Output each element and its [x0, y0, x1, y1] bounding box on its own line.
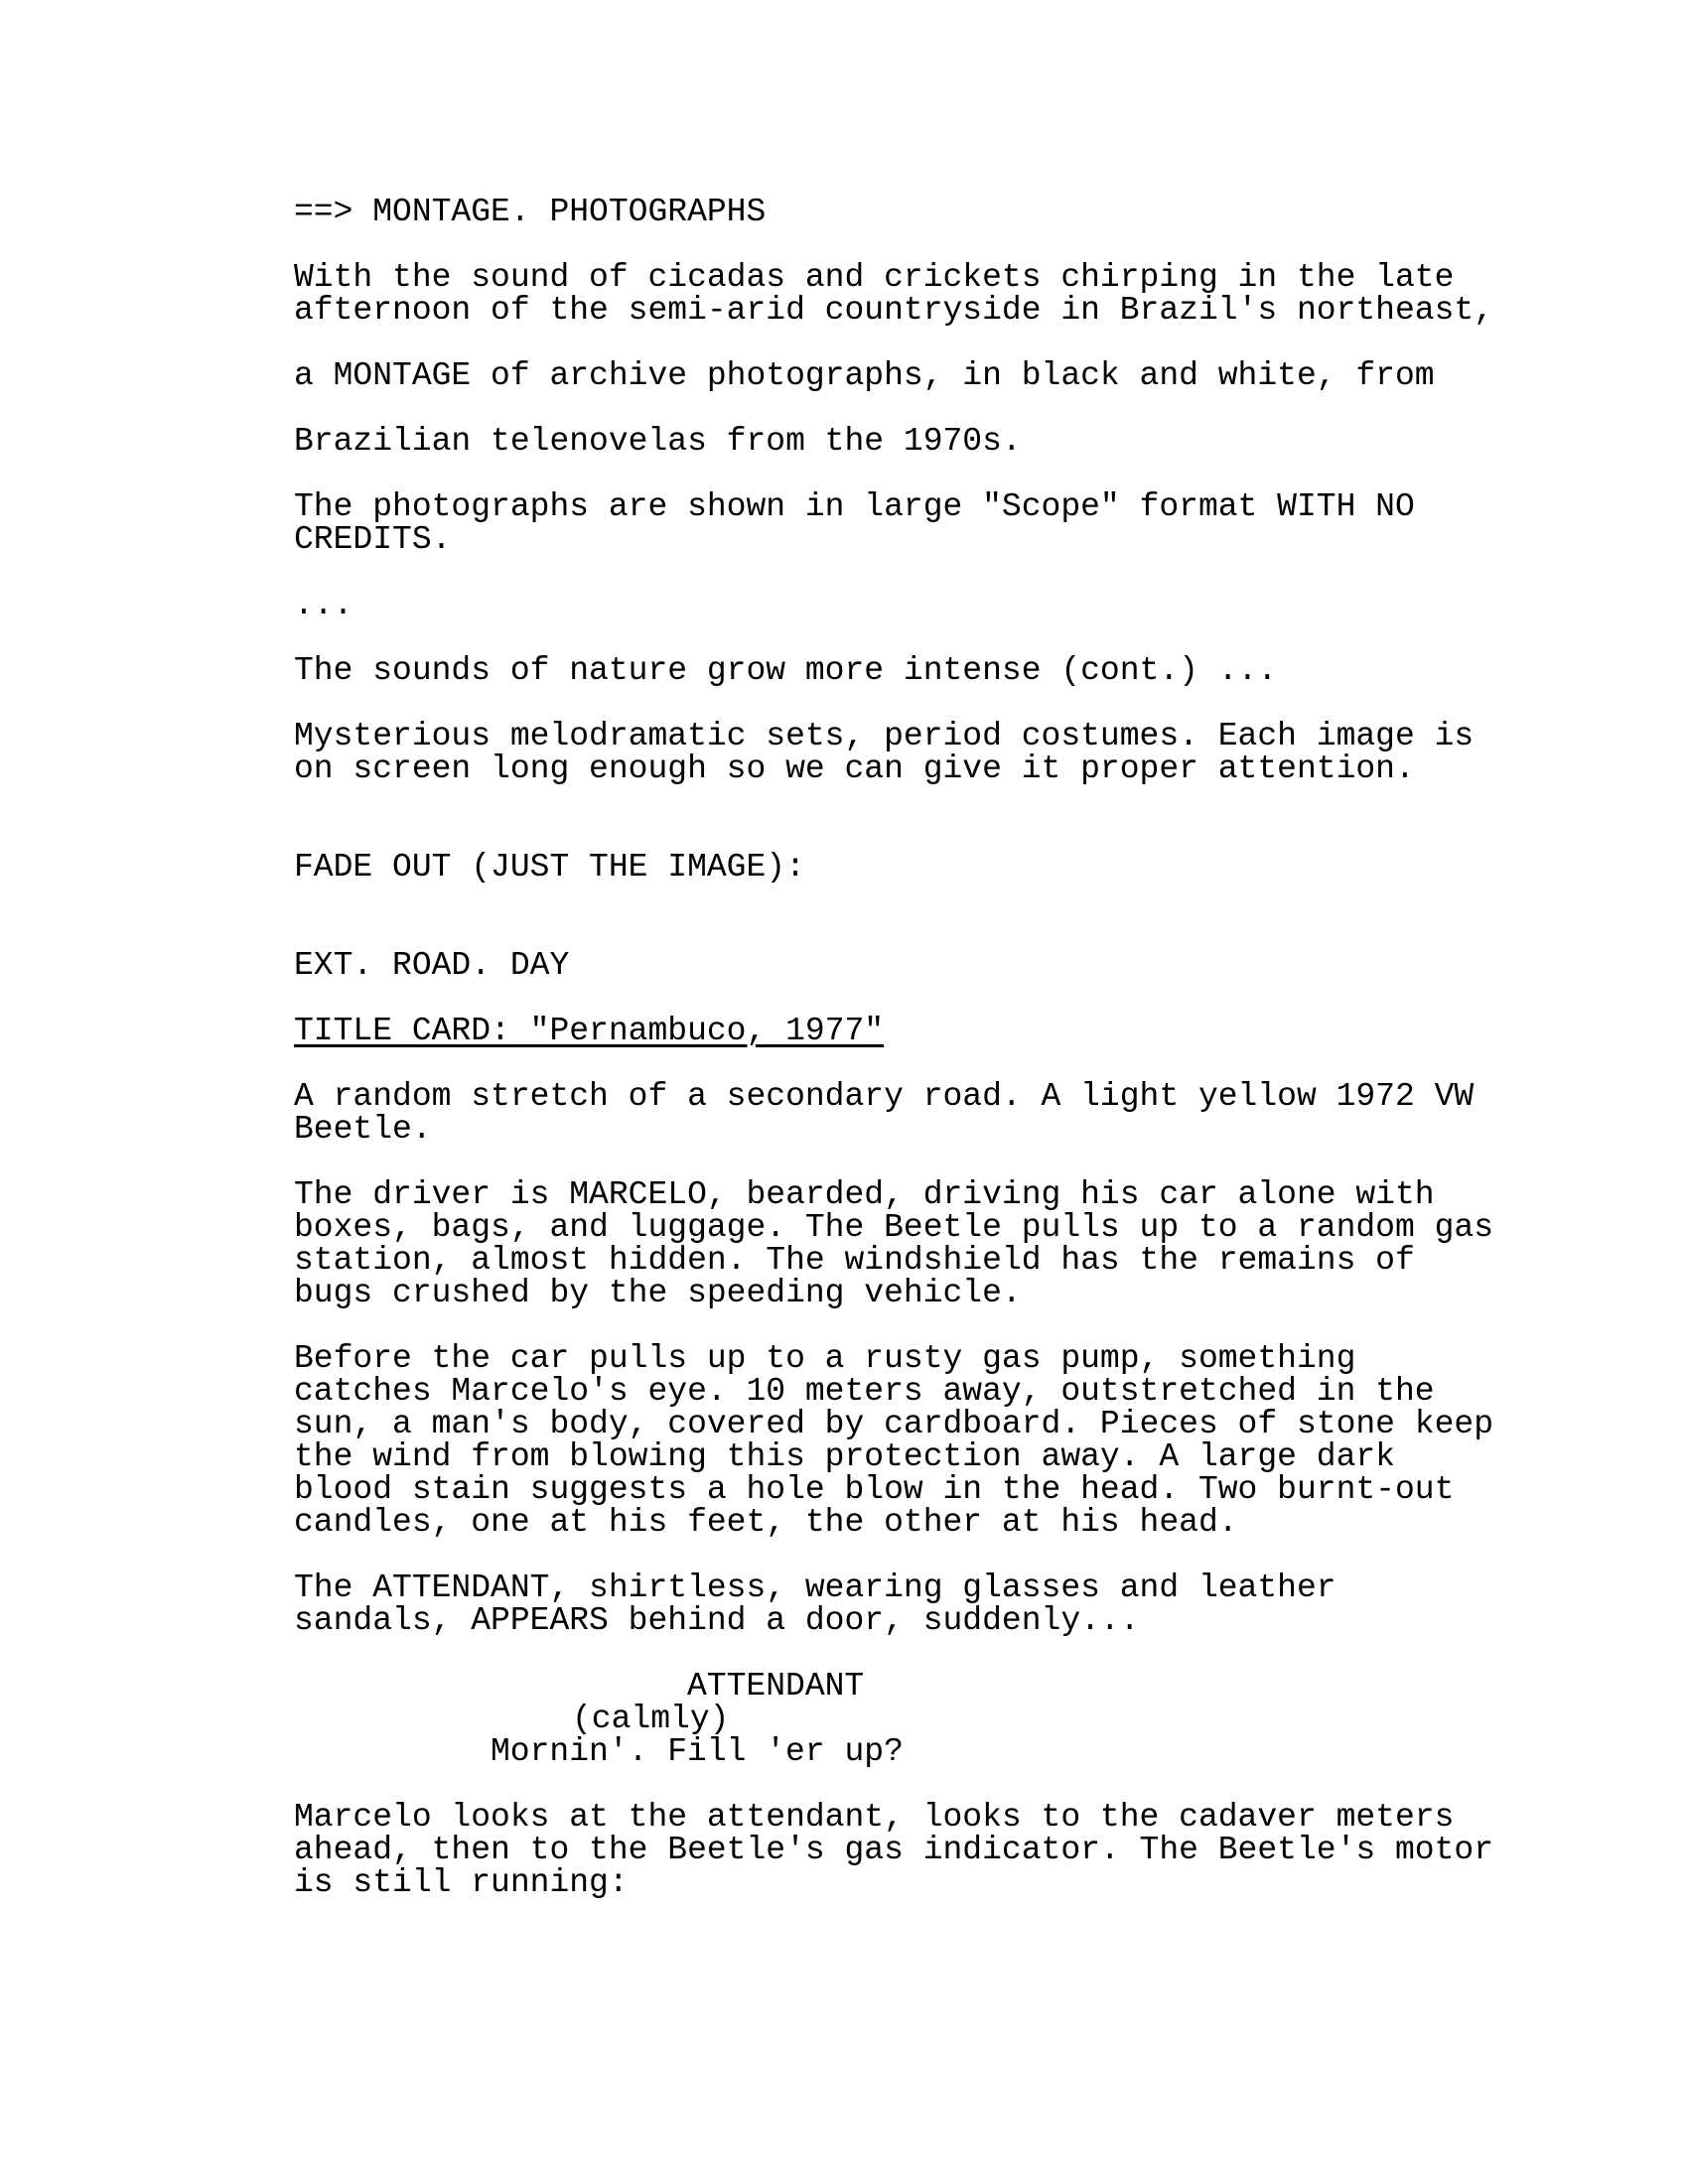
action-line: ahead, then to the Beetle's gas indicator. The Beetle's motor [294, 1832, 1493, 1868]
action-line: boxes, bags, and luggage. The Beetle pulls up to a random gas [294, 1209, 1493, 1246]
action-line: sandals, APPEARS behind a door, suddenly... [294, 1602, 1140, 1639]
action-line: catches Marcelo's eye. 10 meters away, outstretched in the [294, 1373, 1435, 1410]
montage-heading: ==> MONTAGE. PHOTOGRAPHS [294, 194, 767, 230]
scene-heading: EXT. ROAD. DAY [294, 947, 570, 984]
action-line: a MONTAGE of archive photographs, in black and white, from [294, 357, 1435, 394]
action-line: bugs crushed by the speeding vehicle. [294, 1275, 1022, 1311]
action-line: The sounds of nature grow more intense (cont.) ... [294, 652, 1278, 689]
transition: FADE OUT (JUST THE IMAGE): [294, 849, 805, 886]
character-name: ATTENDANT [687, 1668, 865, 1705]
action-line: With the sound of cicadas and crickets chirping in the late [294, 259, 1455, 296]
dialogue: Mornin'. Fill 'er up? [491, 1733, 904, 1770]
action-line: blood stain suggests a hole blow in the head. Two burnt-out [294, 1471, 1455, 1508]
action-line: is still running: [294, 1864, 629, 1901]
action-line: Brazilian telenovelas from the 1970s. [294, 423, 1022, 460]
action-line: The ATTENDANT, shirtless, wearing glasses and leather [294, 1570, 1336, 1606]
parenthetical: (calmly) [572, 1701, 730, 1737]
action-line: station, almost hidden. The windshield has the remains of [294, 1242, 1415, 1279]
action-line: candles, one at his feet, the other at his head. [294, 1504, 1238, 1541]
action-line: on screen long enough so we can give it proper attention. [294, 751, 1415, 787]
action-line: the wind from blowing this protection away. A large dark [294, 1438, 1395, 1475]
action-line: The photographs are shown in large "Scope" format WITH NO [294, 488, 1415, 525]
title-card: TITLE CARD: "Pernambuco, 1977" [294, 1013, 885, 1049]
ellipsis: ... [294, 587, 353, 623]
action-line: CREDITS. [294, 521, 452, 558]
action-line: The driver is MARCELO, bearded, driving his car alone with [294, 1176, 1435, 1213]
action-line: Marcelo looks at the attendant, looks to the cadaver meters [294, 1799, 1455, 1836]
action-line: Before the car pulls up to a rusty gas pump, something [294, 1340, 1356, 1377]
action-line: A random stretch of a secondary road. A light yellow 1972 VW [294, 1078, 1475, 1115]
action-line: Mysterious melodramatic sets, period costumes. Each image is [294, 718, 1475, 754]
action-line: Beetle. [294, 1111, 432, 1148]
action-line: sun, a man's body, covered by cardboard. Pieces of stone keep [294, 1406, 1493, 1442]
action-line: afternoon of the semi-arid countryside in Brazil's northeast, [294, 292, 1493, 329]
